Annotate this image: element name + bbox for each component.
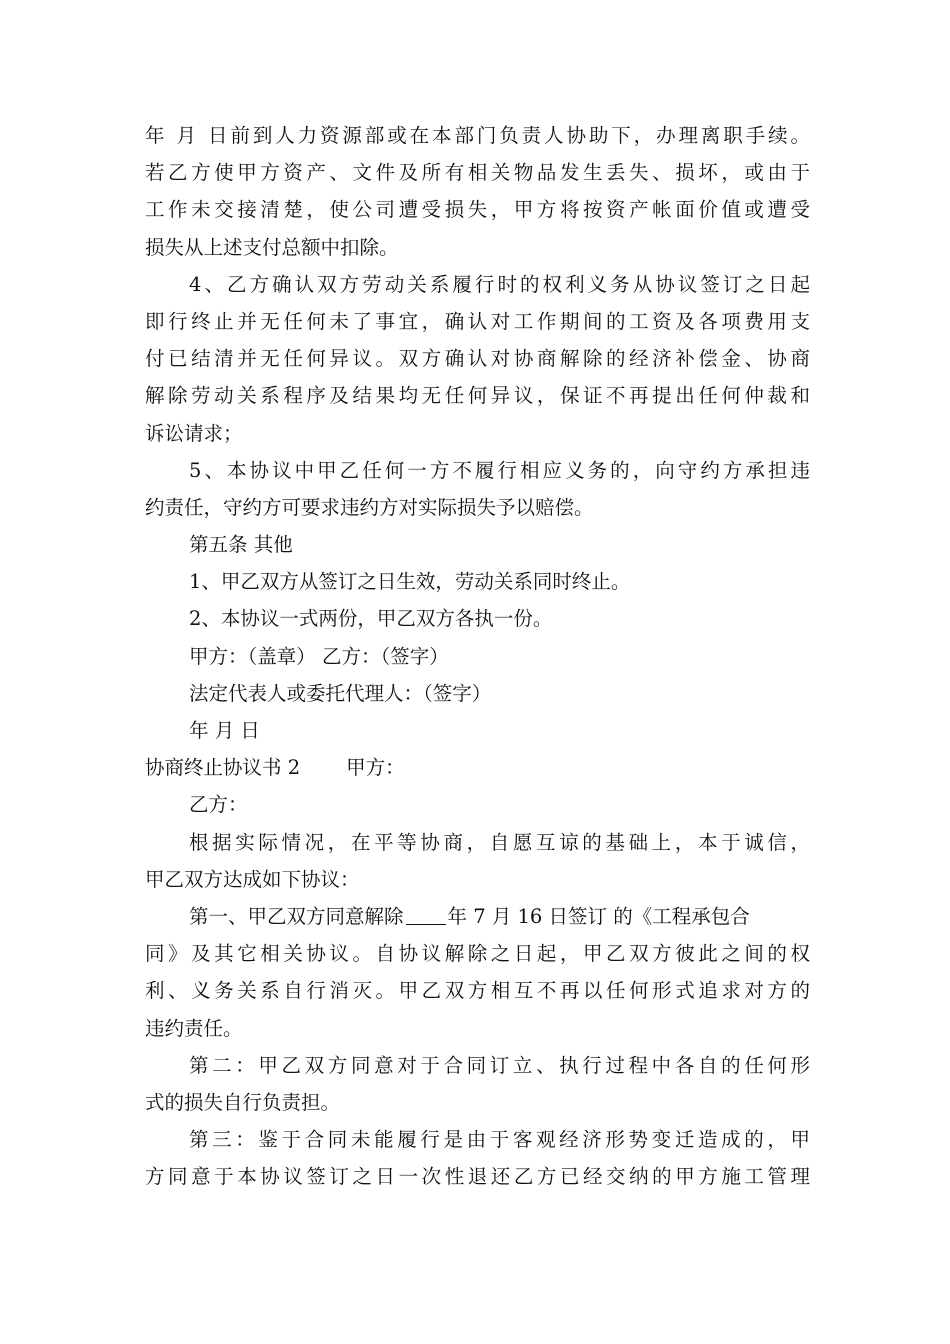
text-line: 约责任，守约方可要求违约方对实际损失予以赔偿。 [145, 495, 594, 519]
section-clauses [145, 935, 810, 1195]
text-line: 若乙方使甲方资产、文件及所有相关物品发生丢失、损坏，或由于 [145, 161, 810, 185]
text-line: 根据实际情况，在平等协商，自愿互谅的基础上，本于诚信， [189, 830, 810, 854]
text-line: 第三：鉴于合同未能履行是由于客观经济形势变迁造成的，甲 [189, 1128, 810, 1152]
text-line: 甲乙双方达成如下协议： [145, 867, 360, 891]
clause-1-text-after: 年 7 月 16 日签订 的《工程承包合 [447, 904, 750, 928]
text-line: 2、本协议一式两份，甲乙双方各执一份。 [189, 607, 553, 631]
text-line: 方同意于本协议签订之日一次性退还乙方已经交纳的甲方施工管理 [145, 1165, 810, 1189]
clause-1-first-line [145, 898, 810, 935]
text-line: 解除劳动关系程序及结果均无任何异议，保证不再提出任何仲裁和 [145, 384, 810, 408]
document-title: 协商终止协议书 2 [145, 756, 301, 780]
party-a-label: 甲方： [346, 756, 405, 780]
text-line: 式的损失自行负责担。 [145, 1090, 341, 1114]
text-line: 第二：甲乙双方同意对于合同订立、执行过程中各自的任何形 [189, 1053, 810, 1077]
text-line: 付已结清并无任何异议。双方确认对协商解除的经济补偿金、协商 [145, 347, 810, 371]
text-line: 年 月 日前到人力资源部或在本部门负责人协助下，办理离职手续。 [145, 124, 810, 147]
party-b-label: 乙方： [189, 793, 248, 817]
text-line: 1、甲乙双方从签订之日生效，劳动关系同时终止。 [189, 570, 631, 594]
text-line: 工作未交接清楚，使公司遭受损失，甲方将按资产帐面价值或遭受 [145, 198, 810, 222]
section-preamble [145, 824, 810, 898]
text-line: 即行终止并无任何未了事宜，确认对工作期间的工资及各项费用支 [145, 309, 810, 333]
text-line: 5、本协议中甲乙任何一方不履行相应义务的，向守约方承担违 [189, 458, 810, 482]
text-line: 法定代表人或委托代理人：（签字） [189, 681, 492, 705]
text-line: 损失从上述支付总额中扣除。 [145, 235, 399, 259]
text-line: 第五条 其他 [189, 533, 293, 557]
text-line: 违约责任。 [145, 1016, 243, 1040]
section-termination-terms [145, 117, 810, 749]
clause-1-text-before: 第一、甲乙双方同意解除 [189, 904, 404, 928]
text-line: 同》及其它相关协议。自协议解除之日起，甲乙双方彼此之间的权 [145, 942, 810, 966]
text-line: 4、乙方确认双方劳动关系履行时的权利义务从协议签订之日起 [189, 272, 810, 296]
year-blank [406, 904, 446, 925]
text-line: 年 月 日 [189, 719, 260, 742]
document-body [145, 117, 810, 1195]
text-line: 利、义务关系自行消灭。甲乙双方相互不再以任何形式追求对方的 [145, 979, 810, 1003]
text-line: 诉讼请求； [145, 421, 243, 445]
text-line: 甲方：（盖章） 乙方：（签字） [189, 644, 449, 668]
title-line [145, 749, 810, 786]
